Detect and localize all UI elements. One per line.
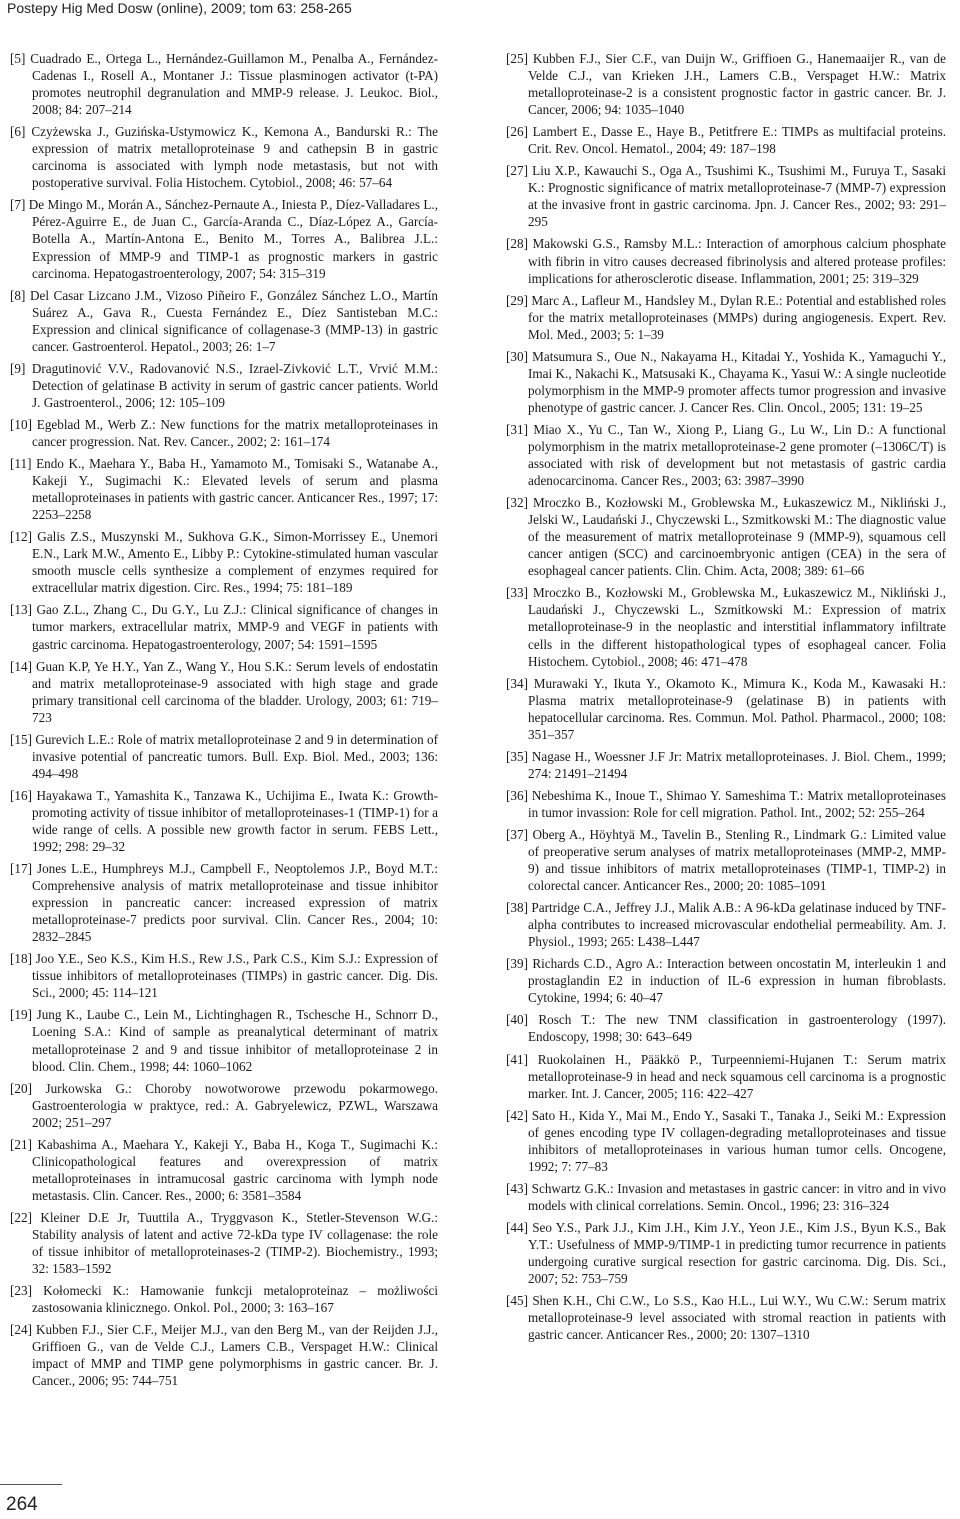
reference-number: [31]	[506, 421, 528, 437]
reference-number: [7]	[10, 197, 26, 213]
reference-text: Gurevich L.E.: Role of matrix metalloproteinase 2 and 9 in determination of invasive potential of pancreatic tumors. Bull. Exp. Biol. Med., 2003; 136: 494–498	[32, 731, 438, 781]
reference-entry	[506, 494, 946, 579]
reference-number: [15]	[10, 731, 32, 747]
reference-text: Nebeshima K., Inoue T., Shimao Y. Sameshima T.: Matrix metalloproteinases in tumor invassion: Role for cell migration. Pathol. Int., 2002; 52: 255–264	[528, 787, 946, 820]
reference-entry	[506, 421, 946, 489]
reference-number: [32]	[506, 495, 528, 511]
reference-text: Richards C.D., Agro A.: Interaction between oncostatin M, interleukin 1 and prostaglandin E2 in induction of IL-6 expression in human fibroblasts. Cytokine, 1994; 6: 40–47	[528, 956, 946, 1006]
reference-text: Marc A., Lafleur M., Handsley M., Dylan R.E.: Potential and established roles for the matrix metalloproteinases (MMPs) during angiogenesis. Expert. Rev. Mol. Med., 2003; 5: 1–39	[528, 292, 946, 342]
reference-text: Czyżewska J., Guzińska-Ustymowicz K., Kemona A., Bandurski R.: The expression of matrix metalloproteinase 9 and cathepsin B in gastric carcinoma is associated with lymph node metastasis, but not with postoperative survival. Folia Histochem. Cytobiol., 2008; 46: 57–64	[31, 124, 438, 191]
reference-entry	[506, 1180, 946, 1214]
reference-number: [23]	[10, 1283, 32, 1299]
reference-text: Miao X., Yu C., Tan W., Xiong P., Liang G., Lu W., Lin D.: A functional polymorphism in the matrix metalloproteinase-2 gene promoter (–1306C/T) is associated with risk of development but not metastasis of gastric cardia adenocarcinoma. Cancer Res., 2003; 63: 3987–3990	[528, 421, 946, 489]
reference-entry	[506, 1107, 946, 1175]
reference-text: Dragutinović V.V., Radovanović N.S., Izrael-Zivković L.T., Vrvić M.M.: Detection of gelatinase B activity in serum of gastric cancer patients. World J. Gastroenterol., 2006; 12: 105–109	[31, 360, 439, 410]
reference-text: Rosch T.: The new TNM classification in gastroenterology (1997). Endoscopy, 1998; 30: 643–649	[528, 1012, 947, 1045]
reference-text: Gao Z.L., Zhang C., Du G.Y., Lu Z.J.: Clinical significance of changes in tumor markers, extracellular matrix, MMP-9 and VEGF in patients with gastric carcinoma. Hepatogastroenterology, 2007; 54: 1591–1595	[32, 602, 439, 652]
reference-number: [24]	[10, 1322, 32, 1338]
reference-text: Seo Y.S., Park J.J., Kim J.H., Kim J.Y., Yeon J.E., Kim J.S., Byun K.S., Bak Y.T.: Usefulness of MMP-9/TIMP-1 in predicting tumor recurrence in patients undergoing curative surgical resection for gastric carcinoma. Dig. Dis. Sci., 2007; 52: 753–759	[528, 1219, 947, 1287]
reference-entry	[506, 235, 946, 286]
reference-entry	[506, 1011, 946, 1045]
reference-entry	[10, 1282, 438, 1316]
reference-entry	[10, 1006, 438, 1074]
reference-text: De Mingo M., Morán A., Sánchez-Pernaute A., Iniesta P., Díez-Valladares L., Pérez-Aguirre E., de Juan C., García-Aranda C., Díaz-López A., García-Botella A., Martín-Antona E., Benito M., Torres A., Balibrea J.L.: Expression of MMP-9 and TIMP-1 as prognostic markers in gastric carcinoma. Hepatogastroenterology, 2007; 54: 315–319	[28, 197, 438, 281]
reference-entry	[506, 787, 946, 821]
reference-number: [28]	[506, 236, 528, 252]
reference-number: [38]	[506, 900, 528, 916]
reference-text: Joo Y.E., Seo K.S., Kim H.S., Rew J.S., Park C.S., Kim S.J.: Expression of tissue inhibitors of metalloproteinases (TIMPs) in gastric cancer. Dig. Dis. Sci., 2000; 45: 114–121	[32, 951, 439, 1001]
reference-entry	[506, 292, 946, 343]
reference-entry	[10, 787, 438, 855]
reference-text: Mroczko B., Kozłowski M., Groblewska M., Łukaszewicz M., Nikliński J., Jelski W., Laudański J., Chyczewski L., Szmitkowski M.: The diagnostic value of the measurement of matrix metalloproteinase 9 (MMP-9), squamous cell cancer antigen (SCC) and carcinoembryonic antigen (CEA) in the sera of esophageal cancer patients. Clin. Chim. Acta, 2008; 389: 61–66	[528, 495, 947, 579]
reference-entry	[10, 860, 438, 945]
reference-entry	[10, 50, 438, 118]
reference-text: Sato H., Kida Y., Mai M., Endo Y., Sasaki T., Tanaka J., Seiki M.: Expression of genes encoding type IV collagen-degrading metalloproteinases and tissue inhibitors of metalloproteinases in various human tumor cells. Oncogene, 1992; 7: 77–83	[528, 1107, 947, 1174]
reference-text: Endo K., Maehara Y., Baba H., Yamamoto M., Tomisaki S., Watanabe A., Kakeji Y., Sugimachi K.: Elevated levels of serum and plasma metalloproteinases in patients with gastric cancer. Anticancer Res., 1997; 17: 2253–2258	[32, 456, 439, 523]
reference-text: Cuadrado E., Ortega L., Hernández-Guillamon M., Penalba A., Fernández-Cadenas I., Rosell A., Montaner J.: Tissue plasminogen activator (t-PA) promotes neutrophil degranulation and MMP-9 release. J. Leukoc. Biol., 2008; 84: 207–214	[30, 51, 439, 118]
reference-entry	[506, 123, 946, 157]
reference-entry	[506, 1219, 946, 1287]
reference-entry	[10, 731, 438, 782]
reference-number: [43]	[506, 1180, 528, 1196]
reference-entry	[10, 1136, 438, 1204]
reference-text: Del Casar Lizcano J.M., Vizoso Piñeiro F., González Sánchez L.O., Martín Suárez A., Gava R., Cuesta Fernández E., Díez Santisteban M.C.: Expression and clinical significance of collagenase-3 (MMP-13) in gastric cancer. Gastroenterol. Hepatol., 2003; 26: 1–7	[29, 287, 438, 354]
reference-entry	[506, 899, 946, 950]
reference-entry	[10, 1080, 438, 1131]
reference-text: Makowski G.S., Ramsby M.L.: Interaction of amorphous calcium phosphate with fibrin in vitro causes decreased fibrinolysis and altered protease profiles: implications for atherosclerotic disease. Inflammation, 2001; 25: 319–329	[528, 236, 947, 286]
reference-number: [40]	[506, 1012, 528, 1028]
reference-number: [27]	[506, 163, 528, 179]
reference-number: [6]	[10, 124, 26, 140]
reference-number: [34]	[506, 675, 528, 691]
reference-entry	[506, 50, 946, 118]
reference-entry	[10, 528, 438, 596]
reference-number: [44]	[506, 1219, 528, 1235]
reference-entry	[10, 601, 438, 652]
reference-text: Egeblad M., Werb Z.: New functions for the matrix metalloproteinases in cancer progression. Nat. Rev. Cancer., 2002; 2: 161–174	[32, 416, 439, 449]
reference-entry	[10, 658, 438, 726]
reference-entry	[10, 123, 438, 191]
reference-text: Mroczko B., Kozłowski M., Groblewska M., Łukaszewicz M., Nikliński J., Laudański J., Chyczewski L., Szmitkowski M.: Expression of matrix metalloproteinase-9 in the neoplastic and interstitial inflammatory infiltrate cells in the different histopathological types of esophageal cancer. Folia Histochem. Cytobiol., 2008; 46: 471–478	[528, 585, 947, 669]
reference-text: Kubben F.J., Sier C.F., van Duijn W., Griffioen G., Hanemaaijer R., van de Velde C.J., van Krieken J.H., Lamers C.B., Verspaget H.W.: Matrix metalloproteinase-2 is a consistent prognostic factor in gastric cancer. Br. J. Cancer, 2006; 94: 1035–1040	[528, 51, 946, 118]
page-number: 264	[6, 1494, 38, 1515]
reference-entry	[10, 1321, 438, 1389]
reference-number: [21]	[10, 1136, 32, 1152]
reference-text: Schwartz G.K.: Invasion and metastases in gastric cancer: in vitro and in vivo models with clinical correlations. Semin. Oncol., 1996; 23: 316–324	[528, 1180, 947, 1213]
reference-number: [8]	[10, 287, 26, 303]
reference-text: Galis Z.S., Muszynski M., Sukhova G.K., Simon-Morrissey E., Unemori E.N., Lark M.W., Amento E., Libby P.: Cytokine-stimulated human vascular smooth muscle cells synthesize a complement of enzymes required for extracellular matrix digestion. Circ. Res., 1994; 75: 181–189	[32, 529, 438, 596]
reference-entry	[10, 1209, 438, 1277]
reference-number: [16]	[10, 787, 32, 803]
reference-text: Guan K.P, Ye H.Y., Yan Z., Wang Y., Hou S.K.: Serum levels of endostatin and matrix metalloproteinase-9 associated with high stage and grade primary transitional cell carcinoma of the bladder. Urology, 2003; 61: 719–723	[32, 658, 438, 725]
reference-entry	[506, 955, 946, 1006]
reference-entry	[506, 348, 946, 416]
reference-text: Jones L.E., Humphreys M.J., Campbell F., Neoptolemos J.P., Boyd M.T.: Comprehensive analysis of matrix metalloproteinase and tissue inhibitor expression in pancreatic cancer: increased expression of matrix metalloproteinase-7 predicts poor survival. Clin. Cancer Res., 2004; 10: 2832–2845	[32, 861, 439, 945]
reference-number: [13]	[10, 602, 32, 618]
reference-number: [11]	[10, 456, 32, 472]
reference-text: Murawaki Y., Ikuta Y., Okamoto K., Mimura K., Koda M., Kawasaki H.: Plasma matrix metalloproteinase-9 (gelatinase B) in patients with hepatocellular carcinoma. Res. Commun. Mol. Pathol. Pharmacol., 2000; 108: 351–357	[528, 675, 947, 742]
reference-number: [5]	[10, 51, 26, 66]
reference-entry	[506, 1051, 946, 1102]
reference-number: [26]	[506, 124, 528, 140]
reference-text: Kabashima A., Maehara Y., Kakeji Y., Baba H., Koga T., Sugimachi K.: Clinicopathological features and overexpression of matrix metalloproteinases in intramucosal gastric carcinoma with lymph node metastasis. Clin. Cancer. Res., 2000; 6: 3581–3584	[32, 1136, 438, 1203]
reference-entry	[10, 196, 438, 281]
reference-number: [37]	[506, 826, 528, 842]
reference-number: [22]	[10, 1209, 32, 1225]
reference-entry	[506, 1292, 946, 1343]
reference-number: [18]	[10, 951, 32, 967]
reference-entry	[10, 360, 438, 411]
reference-text: Shen K.H., Chi C.W., Lo S.S., Kao H.L., Lui W.Y., Wu C.W.: Serum matrix metalloproteinase-9 level associated with stromal reaction in patients with gastric cancer. Anticancer Res., 2000; 20: 1307–1310	[528, 1293, 946, 1343]
reference-number: [42]	[506, 1107, 528, 1123]
reference-number: [45]	[506, 1293, 528, 1309]
reference-number: [25]	[506, 51, 528, 66]
reference-number: [30]	[506, 348, 528, 364]
reference-text: Partridge C.A., Jeffrey J.J., Malik A.B.: A 96-kDa gelatinase induced by TNF-alpha contributes to increased microvascular endothelial permeability. Am. J. Physiol., 1993; 265: L438–L447	[528, 900, 946, 950]
reference-entry	[506, 675, 946, 743]
footer-divider	[0, 1484, 62, 1485]
reference-text: Jurkowska G.: Choroby nowotworowe przewodu pokarmowego. Gastroenterologia w praktyce, red.: A. Gabryelewicz, PZWL, Warszawa 2002; 251–297	[32, 1080, 439, 1130]
reference-number: [29]	[506, 292, 528, 308]
reference-number: [10]	[10, 416, 32, 432]
reference-entry	[506, 748, 946, 782]
reference-text: Kołomecki K.: Hamowanie funkcji metaloproteinaz – możliwości zastosowania klinicznego. Onkol. Pol., 2000; 3: 163–167	[32, 1283, 438, 1316]
references-left-column	[10, 50, 438, 1394]
reference-text: Lambert E., Dasse E., Haye B., Petitfrere E.: TIMPs as multifacial proteins. Crit. Rev. Oncol. Hematol., 2004; 49: 187–198	[528, 124, 947, 157]
reference-number: [9]	[10, 360, 26, 376]
reference-number: [17]	[10, 861, 32, 877]
reference-number: [39]	[506, 956, 528, 972]
reference-text: Matsumura S., Oue N., Nakayama H., Kitadai Y., Yoshida K., Yamaguchi Y., Imai K., Nakachi K., Matsusaki K., Chayama K., Yasui W.: A single nucleotide polymorphism in the MMP-9 promoter affects tumor progression and invasive phenotype of gastric cancer. J. Cancer Res. Clin. Oncol., 2005; 131: 19–25	[528, 348, 947, 415]
reference-text: Kleiner D.E Jr, Tuuttila A., Tryggvason K., Stetler-Stevenson W.G.: Stability analysis of latent and active 72-kDa type IV collagenase: the role of tissue inhibitor of metalloproteinases-2 (TIMP-2). Biochemistry., 1993; 32: 1583–1592	[32, 1209, 438, 1277]
reference-text: Nagase H., Woessner J.F Jr: Matrix metalloproteinases. J. Biol. Chem., 1999; 274: 21491–21494	[528, 748, 946, 781]
references-right-column	[506, 50, 946, 1348]
journal-header: Postepy Hig Med Dosw (online), 2009; tom 63: 258-265	[7, 0, 352, 16]
reference-entry	[10, 287, 438, 355]
reference-entry	[506, 584, 946, 669]
reference-number: [35]	[506, 748, 528, 764]
reference-number: [14]	[10, 658, 32, 674]
reference-text: Jung K., Laube C., Lein M., Lichtinghagen R., Tschesche H., Schnorr D., Loening S.A.: Kind of sample as preanalytical determinant of matrix metalloproteinase 2 and 9 and tissue inhibitor of metalloproteinase 2 in blood. Clin. Chem., 1998; 44: 1060–1062	[32, 1007, 438, 1074]
reference-entry	[10, 950, 438, 1001]
reference-entry	[10, 455, 438, 523]
reference-number: [20]	[10, 1080, 32, 1096]
reference-text: Hayakawa T., Yamashita K., Tanzawa K., Uchijima E., Iwata K.: Growth-promoting activity of tissue inhibitor of metalloproteinases-1 (TIMP-1) for a wide range of cells. A possible new growth factor in serum. FEBS Lett., 1992; 298: 29–32	[32, 787, 439, 855]
reference-text: Liu X.P., Kawauchi S., Oga A., Tsushimi K., Tsushimi M., Furuya T., Sasaki K.: Prognostic significance of matrix metalloproteinase-7 (MMP-7) expression at the invasive front in gastric carcinoma. Jpn. J. Cancer Res., 2002; 93: 291–295	[528, 163, 947, 230]
reference-text: Ruokolainen H., Pääkkö P., Turpeenniemi-Hujanen T.: Serum matrix metalloproteinase-9 in head and neck squamous cell carcinoma is a prognostic marker. Int. J. Cancer, 2005; 116: 422–427	[528, 1051, 947, 1101]
reference-number: [33]	[506, 585, 528, 601]
reference-text: Oberg A., Höyhtyä M., Tavelin B., Stenling R., Lindmark G.: Limited value of preoperative serum analyses of matrix metalloproteinases (MMP-2, MMP-9) and tissue inhibitors of matrix metalloproteinases (TIMP-1, TIMP-2) in colorectal cancer. Anticancer Res., 2000; 20: 1085–1091	[528, 826, 947, 894]
reference-number: [19]	[10, 1007, 32, 1023]
reference-entry	[506, 826, 946, 894]
reference-number: [36]	[506, 787, 528, 803]
reference-number: [12]	[10, 529, 32, 545]
reference-entry	[10, 416, 438, 450]
reference-text: Kubben F.J., Sier C.F., Meijer M.J., van den Berg M., van der Reijden J.J., Griffioen G., van de Velde C.J., Lamers C.B., Verspaget H.W.: Clinical impact of MMP and TIMP gene polymorphisms in gastric cancer. Br. J. Cancer., 2006; 95: 744–751	[32, 1322, 438, 1389]
reference-number: [41]	[506, 1051, 528, 1067]
reference-entry	[506, 162, 946, 230]
